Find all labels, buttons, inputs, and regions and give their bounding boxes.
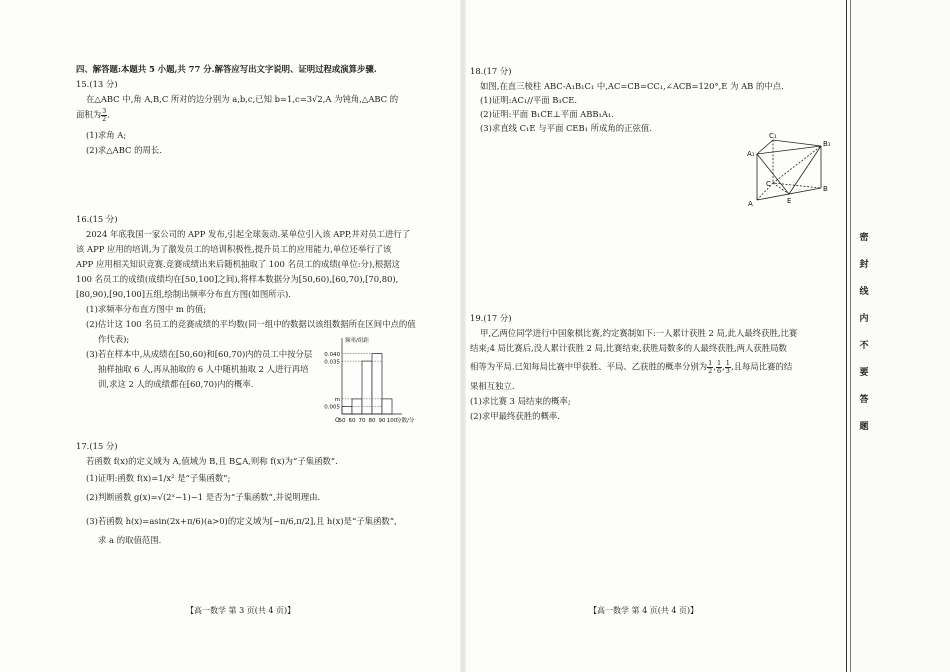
seal-line	[846, 0, 847, 672]
q16-part2b: 作代表);	[98, 334, 130, 344]
label-C1: C₁	[769, 132, 777, 140]
prism-diagram	[733, 128, 833, 213]
q16-part2a: (2)估计这 100 名员工的竞赛成绩的平均数(同一组中的数据以该组数据所在区间中点的值	[86, 319, 416, 329]
y-tick-label: 0.040	[324, 351, 340, 358]
q17-intro: 若函数 f(x)的定义域为 A,值域为 B,且 B⊆A,则称 f(x)为“子集函数”.	[86, 456, 338, 466]
q15-line1: 在△ABC 中,角 A,B,C 所对的边分别为 a,b,c,已知 b=1,c=3√2,A 为钝角,△ABC 的	[86, 94, 399, 104]
q19-line4: 果相互独立.	[470, 381, 515, 391]
label-B: B	[823, 185, 828, 193]
q17-part1: (1)证明:函数 f(x)=1/x² 是“子集函数”;	[86, 473, 231, 483]
seal-char: 内	[859, 314, 869, 324]
q19-part2: (2)求甲最终获胜的概率.	[470, 411, 560, 421]
x-tick-label: 70	[358, 418, 366, 424]
x-tick-label: 60	[348, 418, 356, 424]
frequency-histogram	[318, 336, 443, 430]
q15-title: 15.(13 分)	[76, 79, 118, 89]
histogram-bar	[372, 354, 382, 414]
y-tick-label: 0.005	[324, 404, 340, 411]
origin-label: O	[335, 417, 340, 424]
q18-part3: (3)求直线 C₁E 与平面 CEB₁ 所成角的正弦值.	[480, 123, 652, 133]
page-4	[465, 0, 850, 672]
label-C: C	[766, 180, 771, 188]
q16-part1: (1)求频率分布直方图中 m 的值;	[86, 304, 207, 314]
x-axis-label: 分数/分	[396, 418, 415, 424]
y-axis-label: 频率/组距	[345, 338, 369, 344]
q16-line2: 该 APP 应用的培训,为了激发员工的培训积极性,提升员工的应用能力,单位还举行了该	[76, 244, 392, 254]
x-tick-label: 80	[368, 418, 376, 424]
x-tick-label: 90	[378, 418, 386, 424]
seal-char: 不	[859, 341, 869, 351]
q16-part3b: 抽样抽取 6 人,再从抽取的 6 人中随机抽取 2 人进行再培	[98, 364, 309, 374]
footer-page-3: 【高一数学 第 3 页(共 4 页)】	[186, 606, 296, 615]
q17-part3b: 求 a 的取值范围.	[98, 535, 162, 545]
q18-line1: 如图,在直三棱柱 ABC-A₁B₁C₁ 中,AC=CB=CC₁,∠ACB=120°,E 为 AB 的中点.	[480, 81, 784, 91]
label-A: A	[748, 200, 753, 208]
label-E: E	[787, 197, 792, 205]
q16-part3a: (3)若在样本中,从成绩在[50,60)和[60,70)内的员工中按分层	[86, 349, 313, 359]
seal-char: 封	[859, 260, 869, 270]
x-tick-label: 100	[386, 418, 398, 424]
histogram-bar	[342, 406, 352, 414]
q16-line3: APP 应用相关知识竞赛.竞赛成绩出来后随机抽取了 100 名员工的成绩(单位:分),根据这	[76, 259, 400, 269]
q19-part1: (1)求比赛 3 局结束的概率;	[470, 396, 571, 406]
q18-part2: (2)证明:平面 B₁CE⊥平面 ABB₁A₁.	[480, 109, 614, 119]
seal-char: 要	[859, 368, 869, 378]
q18-title: 18.(17 分)	[470, 66, 512, 76]
q18-part1: (1)证明:AC₁//平面 B₁CE.	[480, 95, 577, 105]
seal-char: 题	[859, 422, 869, 432]
q19-title: 19.(17 分)	[470, 313, 512, 323]
x-tick-label: 50	[338, 418, 346, 424]
q16-part3c: 训,求这 2 人的成绩都在[60,70)内的概率.	[98, 379, 254, 389]
label-A1: A₁	[747, 150, 755, 158]
footer-page-4: 【高一数学 第 4 页(共 4 页)】	[589, 606, 699, 615]
y-tick-label: m	[334, 397, 340, 404]
q17-part2: (2)判断函数 g(x)=√(2ˣ−1)−1 是否为“子集函数”,并说明理由.	[86, 492, 321, 502]
q15-line2: 面积为 $\frac{3}{2}$ .	[76, 107, 110, 123]
q17-title: 17.(15 分)	[76, 441, 118, 451]
q16-line5: [80,90),[90,100]五组,绘制出频率分布直方图(如图所示).	[76, 289, 291, 299]
section-heading: 四、解答题:本题共 5 小题,共 77 分.解答应写出文字说明、证明过程或演算步骤.	[76, 64, 377, 74]
q16-title: 16.(15 分)	[76, 214, 118, 224]
page-3	[0, 0, 462, 672]
seal-line-inner	[850, 0, 851, 672]
seal-char: 密	[859, 233, 869, 243]
seal-char: 答	[859, 395, 869, 405]
y-tick-label: 0.035	[324, 359, 340, 366]
q15-part2: (2)求△ABC 的周长.	[86, 145, 162, 155]
q15-part1: (1)求角 A;	[86, 130, 127, 140]
q19-line3: 相等为平局.已知每局比赛中甲获胜、平局、乙获胜的概率分别为 $\frac{1}{2}$ , $\frac{1}{6}$ , $\frac{1}{3}$ ,且每局比赛的结	[470, 359, 793, 375]
seal-char: 线	[859, 287, 869, 297]
q19-line1: 甲,乙两位同学进行中国象棋比赛,约定赛制如下:一人累计获胜 2 局,此人最终获胜,比赛	[480, 328, 798, 338]
q16-line1: 2024 年底我国一家公司的 APP 发布,引起全球轰动.某单位引入该 APP,并对员工进行了	[86, 229, 411, 239]
q19-line2: 结束;4 局比赛后,没人累计获胜 2 局,比赛结束,获胜局数多的人最终获胜,两人获胜局数	[470, 343, 787, 353]
seal-warning	[857, 232, 871, 448]
histogram-bar	[362, 361, 372, 414]
histogram-bar	[382, 399, 392, 414]
label-B1: B₁	[823, 140, 831, 148]
q17-part3a: (3)若函数 h(x)=asin(2x+π/6)(a>0)的定义域为[−π/6,π/2],且 h(x)是“子集函数”,	[86, 516, 397, 526]
q16-line4: 100 名员工的成绩(成绩均在[50,100]之间),将样本数据分为[50,60),[60,70),[70,80),	[76, 274, 399, 284]
